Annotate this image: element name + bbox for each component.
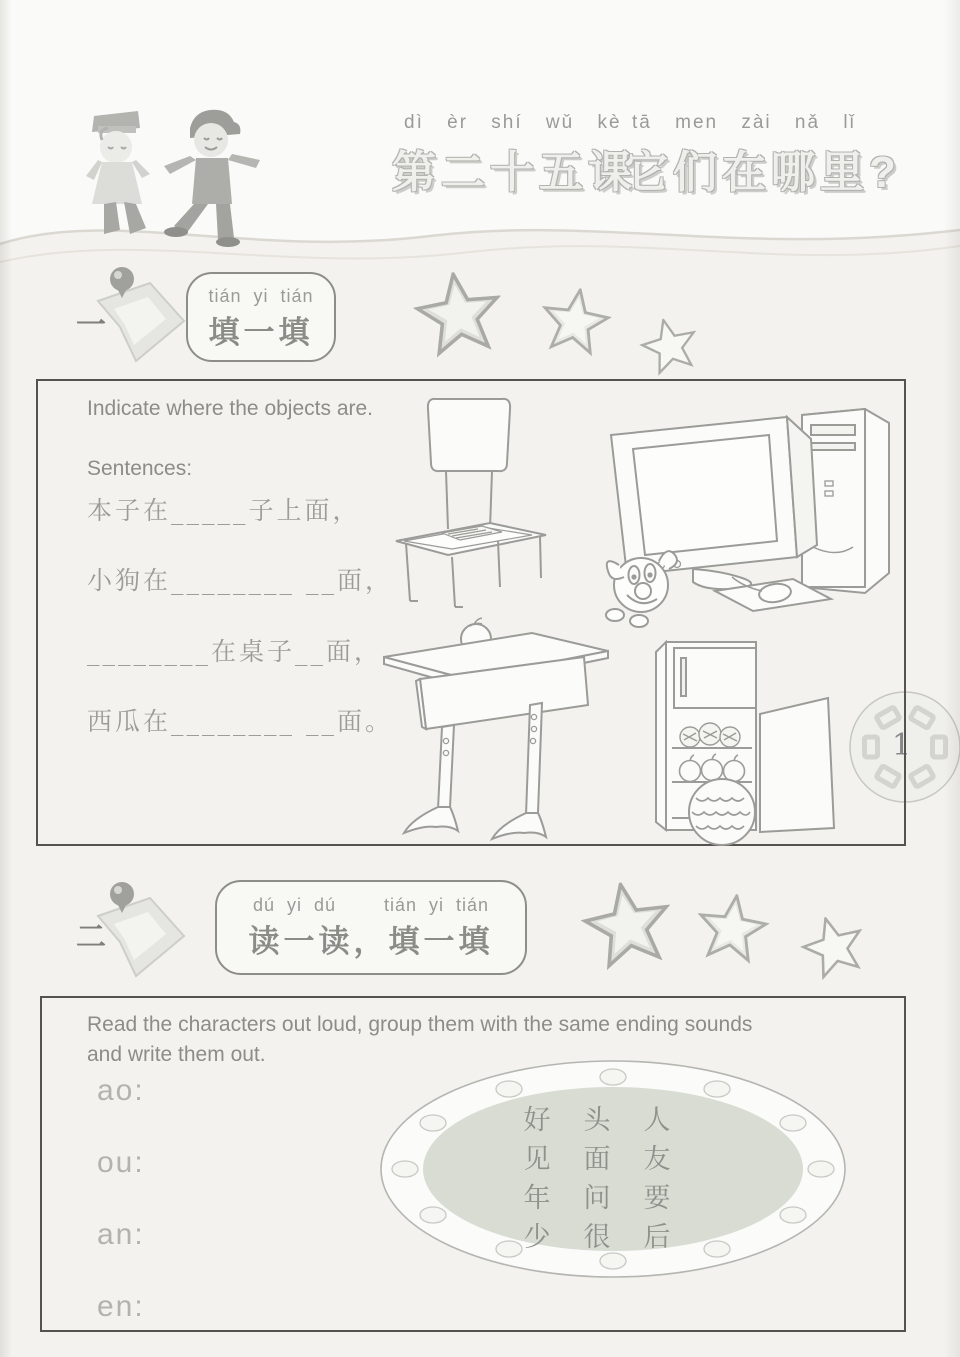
star-icon — [576, 875, 680, 979]
grid-char: 要 — [643, 1183, 671, 1214]
section2-badge-pinyin: dú yi dú tián yi tián — [252, 895, 490, 915]
section2-badge — [215, 880, 527, 975]
star-icon — [635, 312, 705, 382]
grid-char: 面 — [583, 1144, 611, 1175]
header-pinyin-title: tā men zài nǎ lǐ — [632, 112, 856, 133]
exercise2-box — [40, 996, 906, 1332]
section2-numeral: 二 — [76, 920, 106, 955]
exercise2-instruction-line2: and write them out. — [87, 1043, 266, 1066]
sentences-label: Sentences: — [87, 457, 193, 480]
desk-apple-illustration — [380, 617, 612, 847]
grid-char: 年 — [523, 1183, 551, 1214]
star-icon — [535, 283, 615, 363]
grid-char: 头 — [583, 1105, 611, 1136]
page-edge-shadow — [0, 0, 12, 1357]
section1-badge-label: 填一填 — [208, 315, 314, 350]
character-grid — [507, 1098, 687, 1253]
header-pinyin-lesson: dì èr shí wǔ kè — [404, 112, 622, 133]
grid-char: 问 — [583, 1183, 611, 1214]
sound-label-en: en: — [97, 1290, 145, 1323]
grid-char: 很 — [583, 1222, 611, 1253]
star-icon — [691, 889, 772, 970]
sentence-line: 西瓜在________ __面。 — [87, 707, 393, 736]
section1-numeral: 一 — [76, 308, 106, 343]
lesson-question-title: 它们在哪里? — [624, 148, 901, 197]
sentence-line: 小狗在________ __面， — [87, 566, 393, 595]
computer-dog-illustration — [597, 395, 897, 630]
grid-char: 后 — [643, 1222, 671, 1253]
lesson-number-title: 第二十五课 — [392, 148, 637, 197]
exercise2-instruction-line1: Read the characters out loud, group them with the same ending sounds — [87, 1013, 753, 1036]
fridge-watermelon-illustration — [650, 630, 842, 848]
balloon-arrow-icon — [92, 878, 192, 983]
sound-label-ou: ou: — [97, 1146, 145, 1179]
sentence-line: ________在桌子__面， — [87, 637, 383, 666]
sound-label-an: an: — [97, 1218, 145, 1251]
grid-char: 人 — [643, 1105, 671, 1136]
children-illustration — [58, 102, 268, 260]
exercise1-instruction: Indicate where the objects are. — [87, 397, 374, 420]
section2-badge-label: 读一读，填一填 — [248, 924, 494, 959]
star-icon — [409, 266, 508, 365]
sound-label-ao: ao: — [97, 1074, 145, 1107]
exercise1-box — [36, 379, 906, 846]
chair-notebook-illustration — [390, 393, 552, 611]
star-icon — [794, 908, 873, 987]
page-edge-shadow — [944, 0, 960, 1357]
grid-char: 友 — [643, 1144, 671, 1175]
sentence-line: 本子在_____子上面， — [87, 496, 361, 525]
grid-char: 好 — [523, 1105, 551, 1136]
grid-char: 少 — [523, 1222, 551, 1253]
grid-char: 见 — [523, 1144, 551, 1175]
section1-badge — [186, 272, 336, 362]
balloon-arrow-icon — [92, 263, 192, 368]
section1-badge-pinyin: tián yi tián — [208, 286, 314, 306]
page-number: 1 — [892, 728, 912, 763]
